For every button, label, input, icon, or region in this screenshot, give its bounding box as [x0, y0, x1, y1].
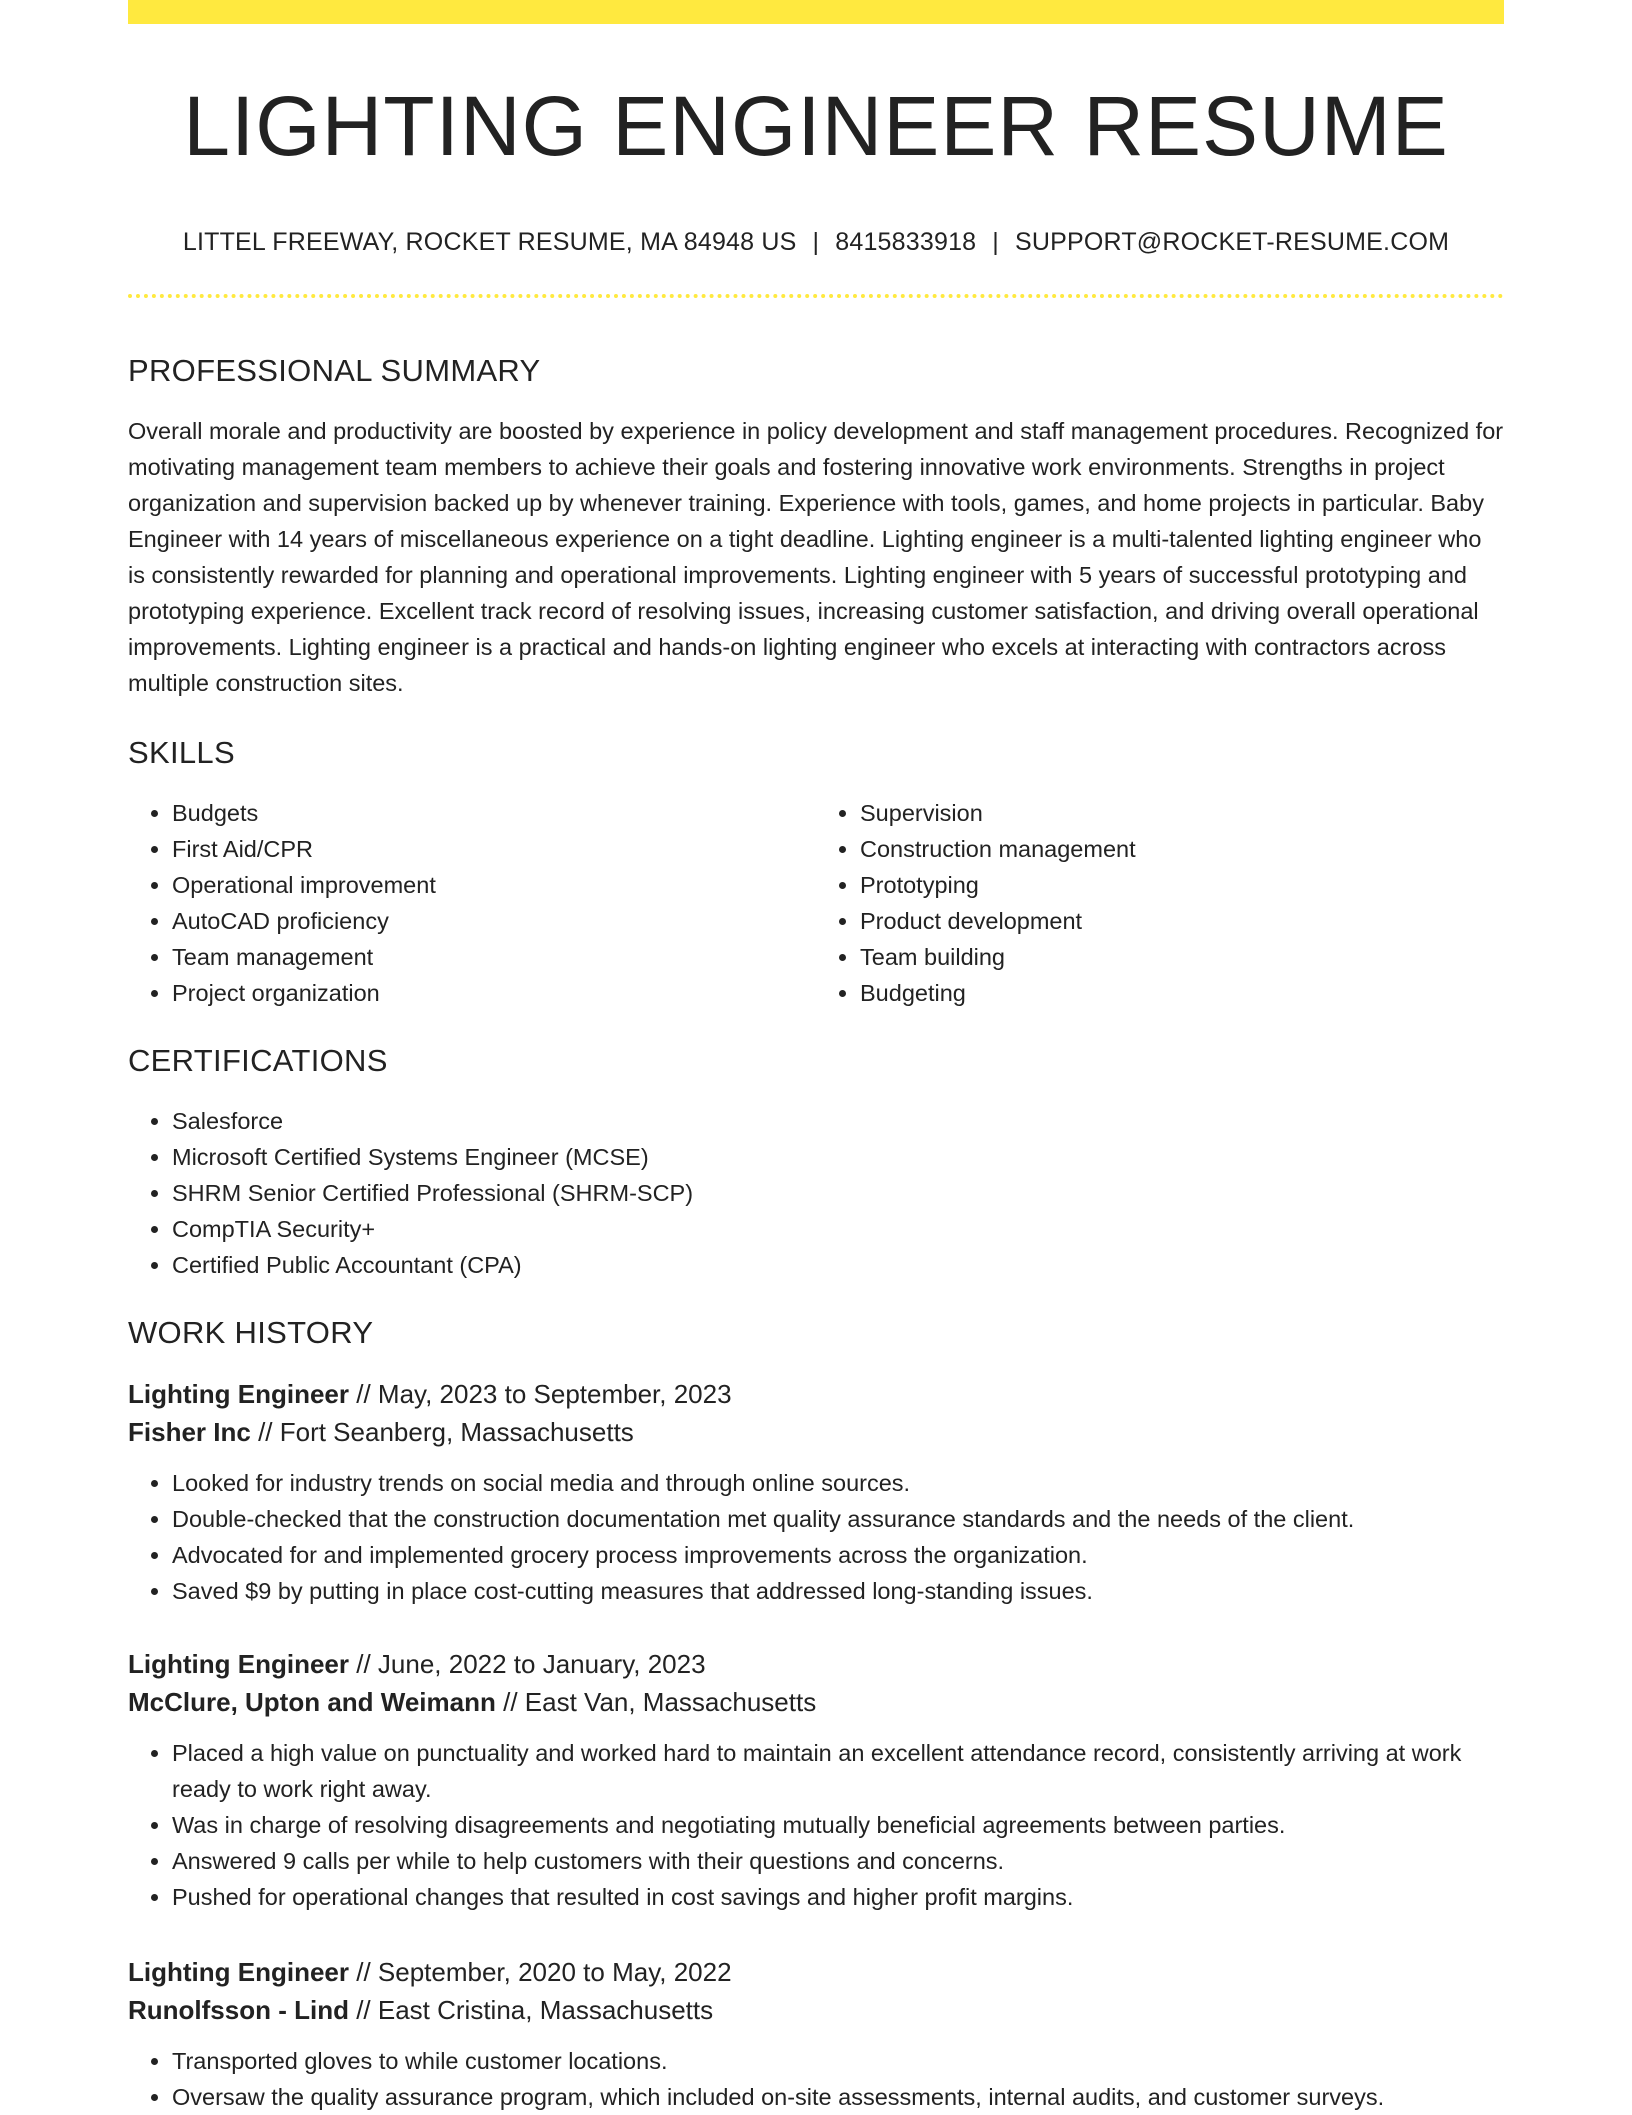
skill-item: • Product development: [860, 903, 1504, 939]
contact-line: [128, 228, 1504, 257]
job-entry: [128, 1953, 1504, 2115]
summary-text: Overall morale and productivity are boosted by experience in policy development and staff management procedures. Recognized for motivating management team members to achieve their goals and fostering innovative work environments. Strengths in project organization and supervision backed up by whenever training. Experience with tools, games, and home projects in particular. Baby Engineer with 14 years of miscellaneous experience on a tight deadline. Lighting engineer is a multi-talented lighting engineer who is consistently rewarded for planning and operational improvements. Lighting engineer with 5 years of successful prototyping and prototyping experience. Excellent track record of resolving issues, increasing customer satisfaction, and driving overall operational improvements. Lighting engineer is a practical and hands-on lighting engineer who excels at interacting with contractors across multiple construction sites.: [128, 418, 1504, 696]
job-company: Fisher Inc: [128, 1417, 251, 1447]
job-title: Lighting Engineer: [128, 1649, 349, 1679]
job-bullets: [128, 1735, 1504, 1915]
job-bullet: • Transported gloves to while customer locations.: [172, 2043, 1504, 2079]
skill-item: • Prototyping: [860, 867, 1504, 903]
job-bullet: • Answered 9 calls per while to help customers with their questions and concerns.: [172, 1843, 1504, 1879]
job-bullets: [128, 2043, 1504, 2115]
resume-title: LIGHTING ENGINEER RESUME: [183, 79, 1449, 173]
job-dates: // May, 2023 to September, 2023: [356, 1379, 732, 1409]
skill-item: • Project organization: [172, 975, 816, 1011]
job-bullet: • Pushed for operational changes that resulted in cost savings and higher profit margins.: [172, 1879, 1504, 1915]
job-entry: [128, 1375, 1504, 1609]
certification-item: • Certified Public Accountant (CPA): [172, 1247, 1504, 1283]
skill-item: • Team management: [172, 939, 816, 975]
skill-item: • Budgets: [172, 795, 816, 831]
job-title-line: [128, 1375, 1504, 1413]
work-history-section: [128, 1317, 1504, 1348]
resume-page: [128, 0, 1504, 2110]
job-location: // Fort Seanberg, Massachusetts: [258, 1417, 634, 1447]
job-title: Lighting Engineer: [128, 1957, 349, 1987]
dotted-divider: [128, 294, 1504, 298]
job-bullets: [128, 1465, 1504, 1609]
skill-item: • Budgeting: [860, 975, 1504, 1011]
summary-section: [128, 355, 1504, 701]
certification-item: • Salesforce: [172, 1103, 1504, 1139]
top-accent-bar: [128, 0, 1504, 24]
contact-separator: |: [992, 228, 999, 256]
summary-heading: PROFESSIONAL SUMMARY: [128, 353, 541, 388]
job-bullet: • Looked for industry trends on social media and through online sources.: [172, 1465, 1504, 1501]
skills-list-right: [816, 795, 1504, 1011]
skill-item: • Operational improvement: [172, 867, 816, 903]
skill-item: • Supervision: [860, 795, 1504, 831]
job-title-line: [128, 1953, 1504, 1991]
skill-item: • AutoCAD proficiency: [172, 903, 816, 939]
skill-item: • Team building: [860, 939, 1504, 975]
certifications-heading: CERTIFICATIONS: [128, 1043, 388, 1078]
job-company: Runolfsson - Lind: [128, 1995, 349, 2025]
certification-item: • CompTIA Security+: [172, 1211, 1504, 1247]
job-bullet: • Placed a high value on punctuality and worked hard to maintain an excellent attendance record, consistently arriving at work ready to work right away.: [172, 1735, 1504, 1807]
job-company-line: [128, 1991, 1504, 2029]
job-company-line: [128, 1683, 1504, 1721]
contact-separator: |: [812, 228, 820, 256]
job-dates: // September, 2020 to May, 2022: [356, 1957, 732, 1987]
job-bullet: • Advocated for and implemented grocery process improvements across the organization.: [172, 1537, 1504, 1573]
skills-section: [128, 737, 1504, 1011]
job-company-line: [128, 1413, 1504, 1451]
job-title-line: [128, 1645, 1504, 1683]
job-location: // East Van, Massachusetts: [503, 1687, 817, 1717]
contact-email: SUPPORT@ROCKET-RESUME.COM: [1015, 228, 1450, 256]
skills-heading: SKILLS: [128, 735, 235, 770]
job-bullet: • Was in charge of resolving disagreements and negotiating mutually beneficial agreements between parties.: [172, 1807, 1504, 1843]
skills-grid: [128, 795, 1504, 1011]
job-bullet: • Double-checked that the construction documentation met quality assurance standards and the needs of the client.: [172, 1501, 1504, 1537]
skill-item: • Construction management: [860, 831, 1504, 867]
job-bullet: • Oversaw the quality assurance program, which included on-site assessments, internal audits, and customer surveys.: [172, 2079, 1504, 2115]
certification-item: • Microsoft Certified Systems Engineer (MCSE): [172, 1139, 1504, 1175]
job-entry: [128, 1645, 1504, 1915]
skill-item: • First Aid/CPR: [172, 831, 816, 867]
work-history-heading: WORK HISTORY: [128, 1315, 374, 1350]
contact-address: LITTEL FREEWAY, ROCKET RESUME, MA 84948 US: [182, 228, 797, 256]
job-company: McClure, Upton and Weimann: [128, 1687, 496, 1717]
skills-list-left: [128, 795, 816, 1011]
job-location: // East Cristina, Massachusetts: [356, 1995, 714, 2025]
job-title: Lighting Engineer: [128, 1379, 349, 1409]
job-bullet: • Saved $9 by putting in place cost-cutting measures that addressed long-standing issues.: [172, 1573, 1504, 1609]
certifications-list: [128, 1103, 1504, 1283]
contact-phone: 8415833918: [835, 228, 977, 256]
certifications-section: [128, 1045, 1504, 1283]
job-dates: // June, 2022 to January, 2023: [356, 1649, 706, 1679]
certification-item: • SHRM Senior Certified Professional (SHRM-SCP): [172, 1175, 1504, 1211]
